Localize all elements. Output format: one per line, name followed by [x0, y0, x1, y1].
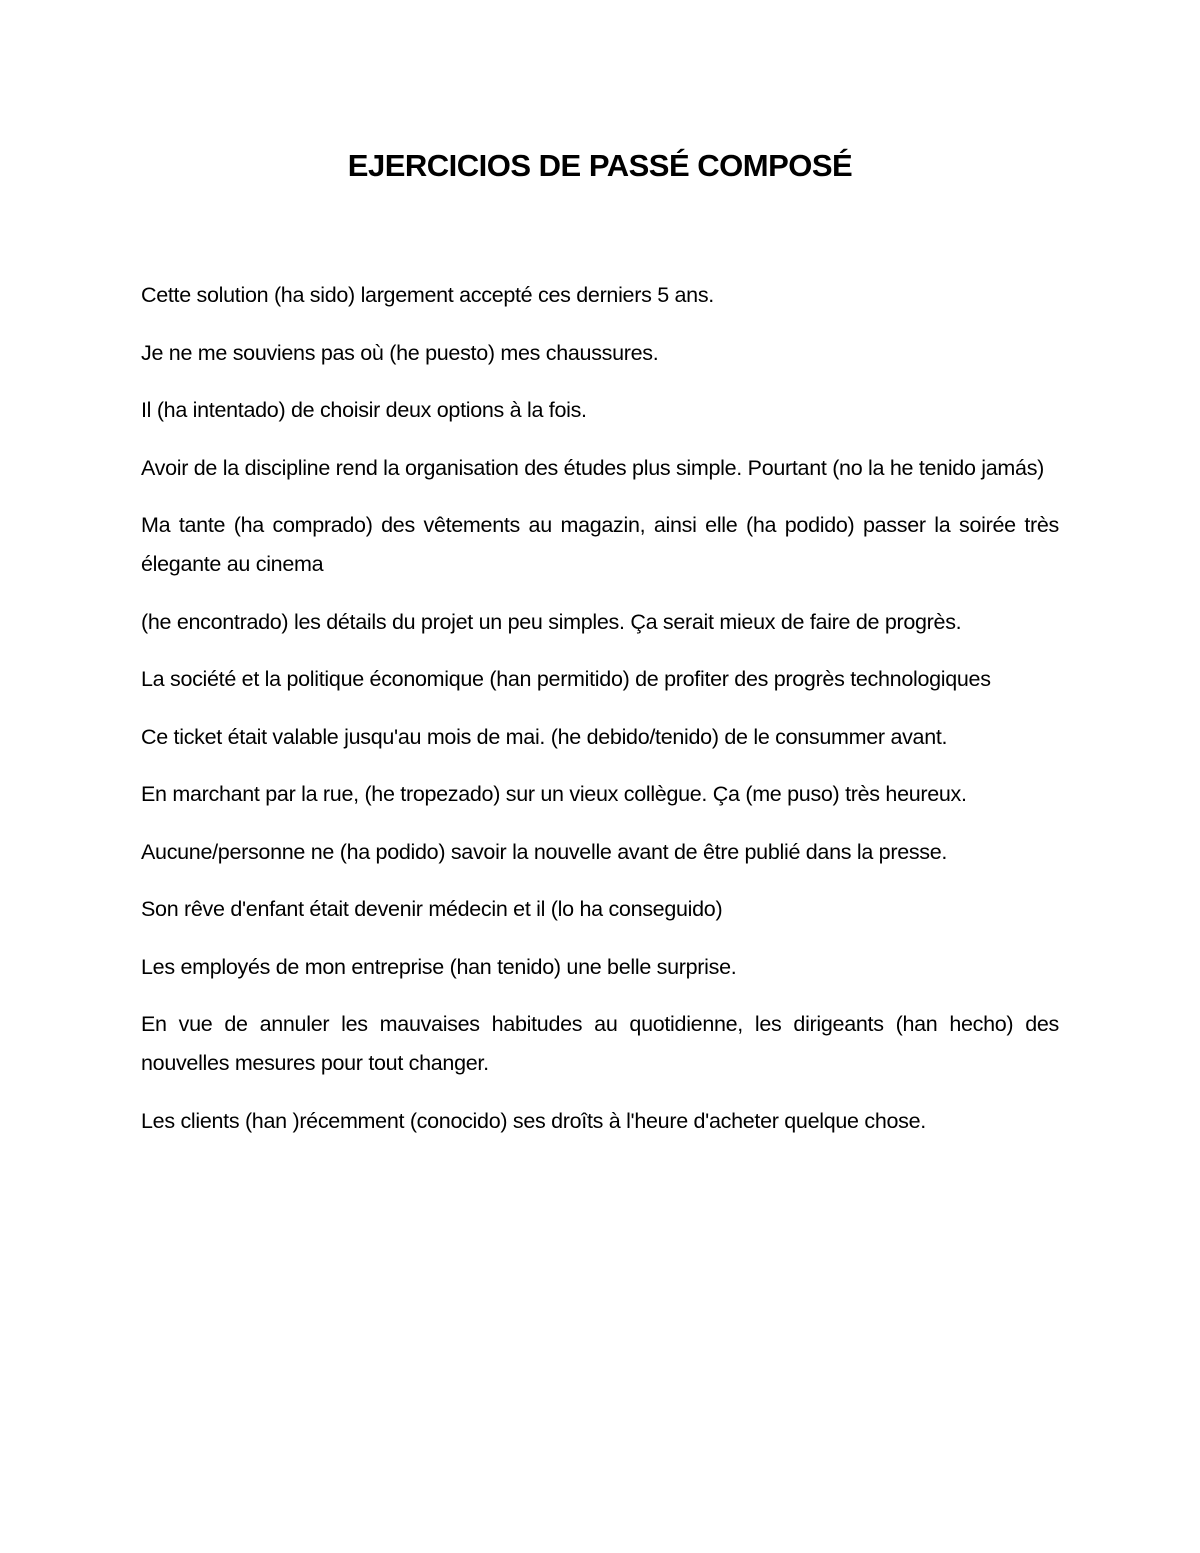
exercise-sentence: Les employés de mon entreprise (han tenido) une belle surprise. — [141, 954, 737, 979]
exercise-sentence: Ma tante (ha comprado) des vêtements au magazin, ainsi elle (ha podido) passer la soirée très élegante au cinema — [141, 513, 1059, 576]
exercise-sentence: Son rêve d'enfant était devenir médecin et il (lo ha conseguido) — [141, 897, 723, 921]
exercise-sentence: Les clients (han )récemment (conocido) ses droîts à l'heure d'acheter quelque chose. — [141, 1108, 926, 1133]
exercise-sentence: (he encontrado) les détails du projet un peu simples. Ça serait mieux de faire de progrès. — [141, 609, 962, 634]
exercise-sentence: Avoir de la discipline rend la organisation des études plus simple. Pourtant (no la he tenido jamás) — [141, 455, 1045, 480]
exercise-list — [141, 276, 1059, 1159]
exercise-sentence: Cette solution (ha sido) largement accepté ces derniers 5 ans. — [141, 283, 714, 307]
exercise-sentence: Aucune/personne ne (ha podido) savoir la nouvelle avant de être publié dans la presse. — [141, 839, 948, 864]
exercise-sentence: Je ne me souviens pas où (he puesto) mes chaussures. — [141, 340, 659, 365]
exercise-sentence: Il (ha intentado) de choisir deux options à la fois. — [141, 398, 587, 422]
exercise-sentence: Ce ticket était valable jusqu'au mois de mai. (he debido/tenido) de le consummer avant. — [141, 724, 948, 749]
page-title: EJERCICIOS DE PASSÉ COMPOSÉ — [347, 148, 853, 183]
exercise-sentence: La société et la politique économique (han permitido) de profiter des progrès technologiques — [141, 667, 991, 691]
exercise-sentence: En vue de annuler les mauvaises habitudes au quotidienne, les dirigeants (han hecho) des nouvelles mesures pour tout changer. — [141, 1012, 1059, 1075]
exercise-sentence: En marchant par la rue, (he tropezado) sur un vieux collègue. Ça (me puso) très heureux. — [141, 782, 967, 806]
